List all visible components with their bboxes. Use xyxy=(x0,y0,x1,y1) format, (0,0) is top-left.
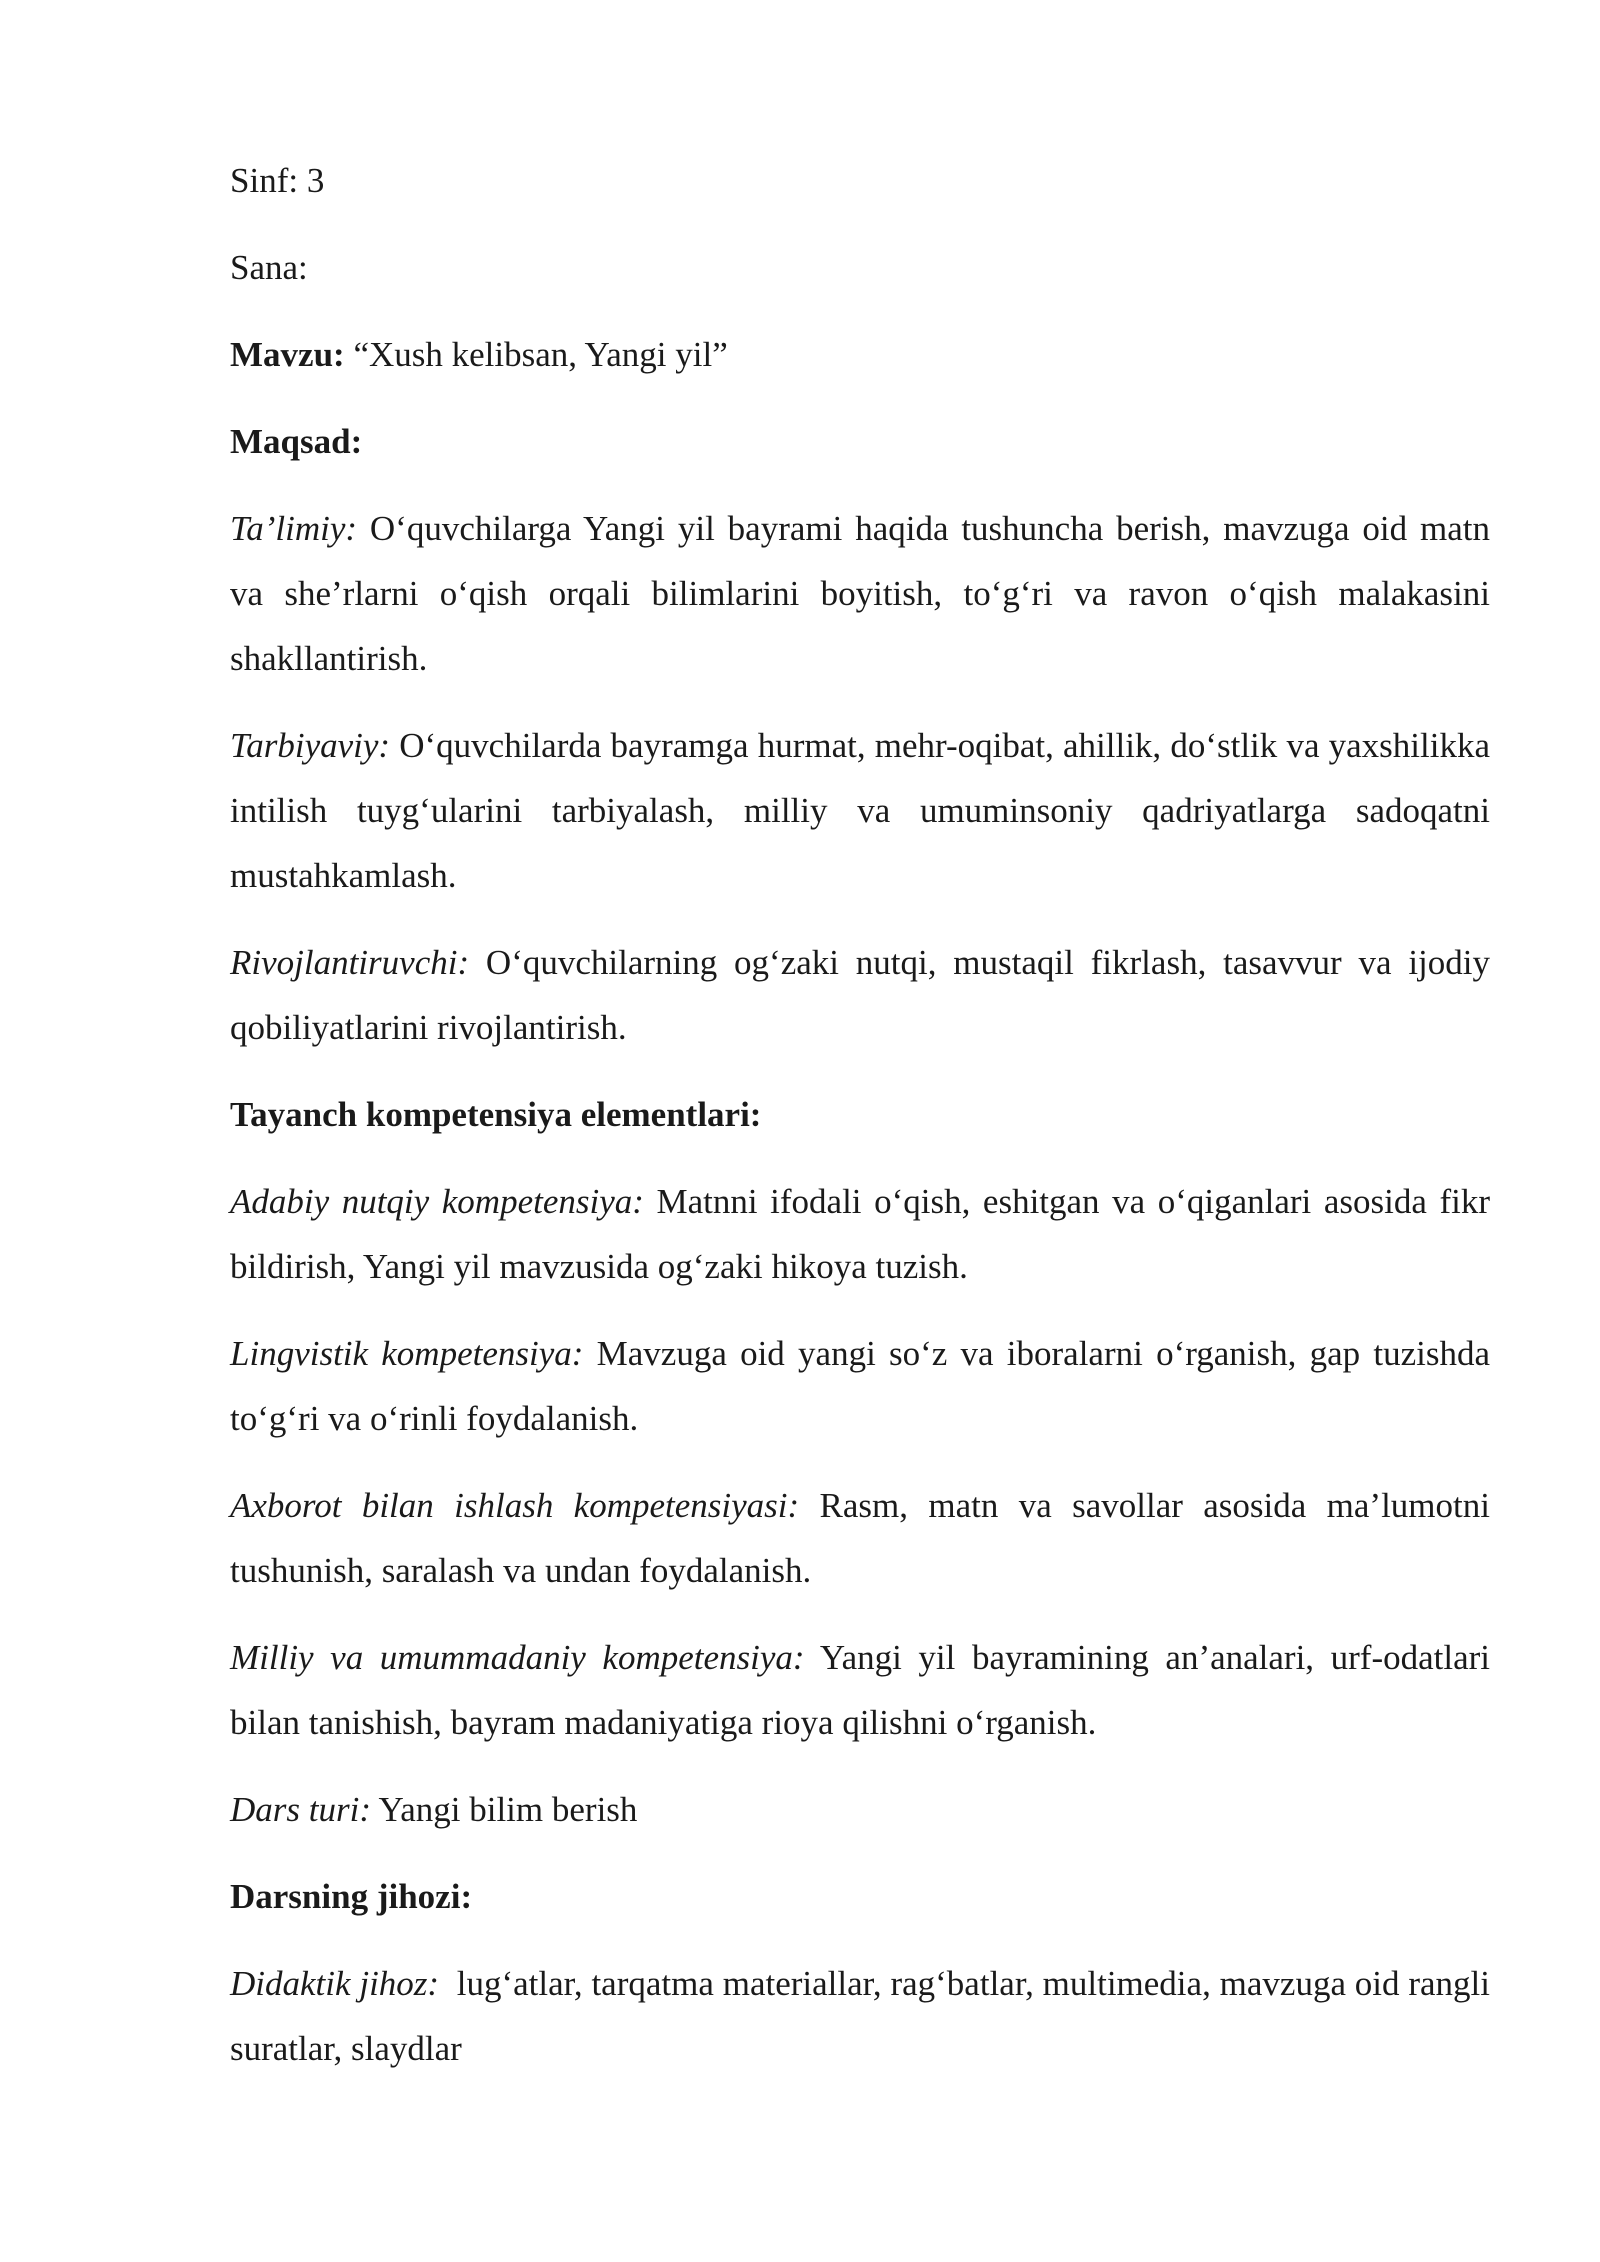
goal-heading xyxy=(230,409,1490,474)
literary-competence xyxy=(230,1169,1490,1299)
upbringing-goal-label: Tarbiyaviy: xyxy=(230,726,391,765)
literary-competence-label: Adabiy nutqiy kompetensiya: xyxy=(230,1182,644,1221)
goal-heading-text: Maqsad: xyxy=(230,422,363,461)
lesson-type xyxy=(230,1777,1490,1842)
linguistic-competence xyxy=(230,1321,1490,1451)
linguistic-competence-label: Lingvistik kompetensiya: xyxy=(230,1334,584,1373)
cultural-competence-text: Yangi yil bayramining an’analari, urf-odatlari bilan tanishish, bayram madaniyatiga rioya qilishni o‘rganish. xyxy=(230,1638,1490,1742)
competence-heading xyxy=(230,1082,1490,1147)
cultural-competence-label: Milliy va umummadaniy kompetensiya: xyxy=(230,1638,805,1677)
grade-line xyxy=(230,148,1490,213)
equipment-heading-text: Darsning jihozi: xyxy=(230,1877,473,1916)
cultural-competence xyxy=(230,1625,1490,1755)
upbringing-goal xyxy=(230,713,1490,908)
competence-heading-text: Tayanch kompetensiya elementlari: xyxy=(230,1095,762,1134)
date-text: Sana: xyxy=(230,248,308,287)
topic-line xyxy=(230,322,1490,387)
literary-competence-text: Matnni ifodali o‘qish, eshitgan va o‘qiganlari asosida fikr bildirish, Yangi yil mavzusida og‘zaki hikoya tuzish. xyxy=(230,1182,1490,1286)
educational-goal-text: O‘quvchilarga Yangi yil bayrami haqida tushuncha berish, mavzuga oid matn va she’rlarni o‘qish orqali bilimlarini boyitish, to‘g‘ri va ravon o‘qish malakasini shakllantirish. xyxy=(230,509,1490,678)
didactic-equipment-label: Didaktik jihoz: xyxy=(230,1964,440,2003)
information-competence-label: Axborot bilan ishlash kompetensiyasi: xyxy=(230,1486,800,1525)
developmental-goal-label: Rivojlantiruvchi: xyxy=(230,943,470,982)
educational-goal-label: Ta’limiy: xyxy=(230,509,358,548)
lesson-type-text: Yangi bilim berish xyxy=(371,1790,638,1829)
didactic-equipment-text: lug‘atlar, tarqatma materiallar, rag‘batlar, multimedia, mavzuga oid rangli suratlar, slaydlar xyxy=(230,1964,1499,2068)
didactic-equipment xyxy=(230,1951,1499,2081)
lesson-plan-page xyxy=(230,148,1499,2103)
information-competence xyxy=(230,1473,1490,1603)
information-competence-text: Rasm, matn va savollar asosida ma’lumotni tushunish, saralash va undan foydalanish. xyxy=(230,1486,1490,1590)
lesson-type-label: Dars turi: xyxy=(230,1790,371,1829)
developmental-goal-text: O‘quvchilarning og‘zaki nutqi, mustaqil fikrlash, tasavvur va ijodiy qobiliyatlarini rivojlantirish. xyxy=(230,943,1490,1047)
date-line xyxy=(230,235,1490,300)
linguistic-competence-text: Mavzuga oid yangi so‘z va iboralarni o‘rganish, gap tuzishda to‘g‘ri va o‘rinli foydalanish. xyxy=(230,1334,1490,1438)
grade-text: Sinf: 3 xyxy=(230,161,325,200)
equipment-heading xyxy=(230,1864,1490,1929)
upbringing-goal-text: O‘quvchilarda bayramga hurmat, mehr-oqibat, ahillik, do‘stlik va yaxshilikka intilish tuyg‘ularini tarbiyalash, milliy va umuminsoniy qadriyatlarga sadoqatni mustahkamlash. xyxy=(230,726,1490,895)
educational-goal xyxy=(230,496,1490,691)
topic-label: Mavzu: xyxy=(230,335,345,374)
topic-text: “Xush kelibsan, Yangi yil” xyxy=(344,335,728,374)
developmental-goal xyxy=(230,930,1490,1060)
